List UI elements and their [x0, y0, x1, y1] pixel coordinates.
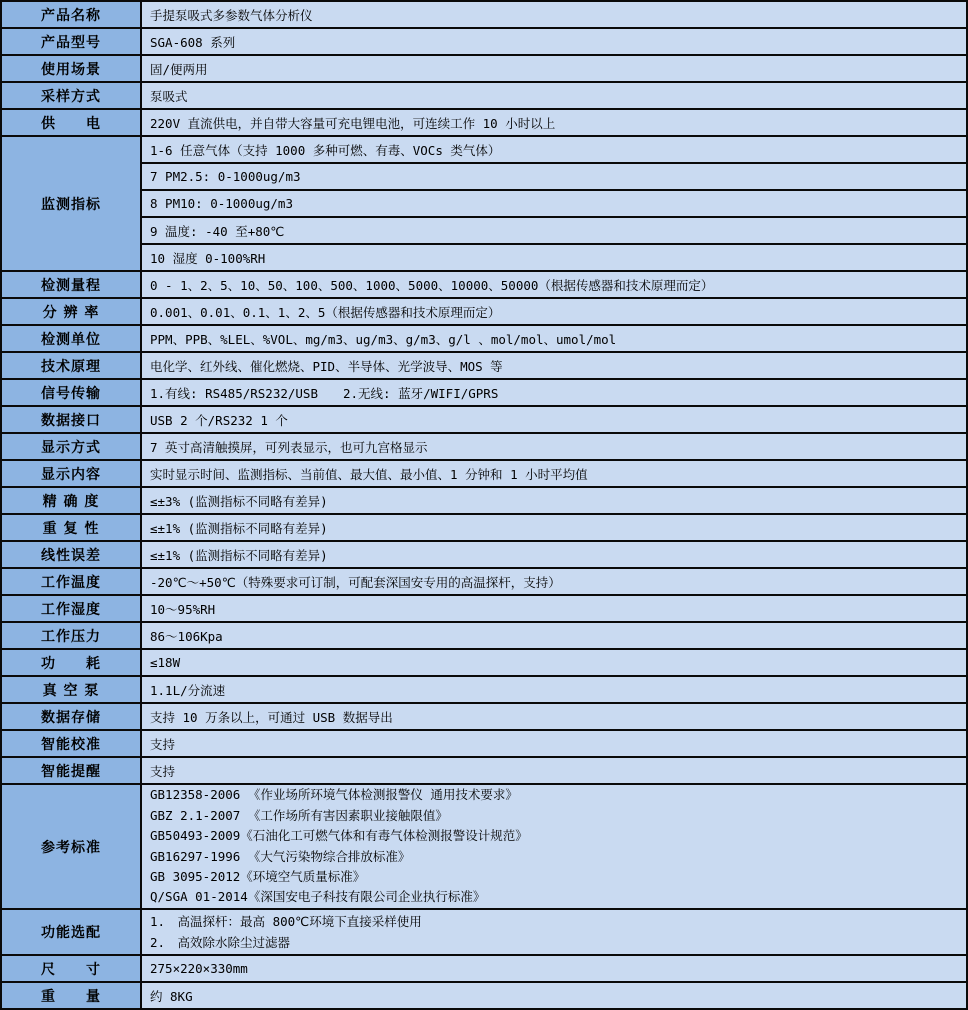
spec-label-power-consumption: 功 耗 — [2, 650, 140, 675]
spec-value-weight: 约 8KG — [142, 983, 966, 1008]
spec-label-dimensions: 尺 寸 — [2, 956, 140, 981]
spec-value-indicator-3: 8 PM10: 0-1000ug/m3 — [142, 191, 966, 216]
spec-label-product-name: 产品名称 — [2, 2, 140, 27]
spec-label-operating-pressure: 工作压力 — [2, 623, 140, 648]
spec-label-monitoring-indicators: 监测指标 — [2, 137, 140, 270]
spec-value-operating-pressure: 86～106Kpa — [142, 623, 966, 648]
standard-line: GB16297-1996 《大气污染物综合排放标准》 — [150, 848, 411, 864]
spec-value-indicator-4: 9 温度: -40 至+80℃ — [142, 218, 966, 243]
spec-value-data-interface: USB 2 个/RS232 1 个 — [142, 407, 966, 432]
standard-line: GB12358-2006 《作业场所环境气体检测报警仪 通用技术要求》 — [150, 787, 518, 803]
spec-value-dimensions: 275×220×330mm — [142, 956, 966, 981]
spec-value-usage-scenario: 固/便两用 — [142, 56, 966, 81]
spec-value-power-consumption: ≤18W — [142, 650, 966, 675]
spec-value-product-name: 手提泵吸式多参数气体分析仪 — [142, 2, 966, 27]
spec-value-display-mode: 7 英寸高清触摸屏，可列表显示，也可九宫格显示 — [142, 434, 966, 459]
spec-value-data-storage: 支持 10 万条以上，可通过 USB 数据导出 — [142, 704, 966, 729]
spec-value-resolution: 0.001、0.01、0.1、1、2、5（根据传感器和技术原理而定） — [142, 299, 966, 324]
spec-label-technical-principle: 技术原理 — [2, 353, 140, 378]
spec-label-linearity-error: 线性误差 — [2, 542, 140, 567]
option-line: 2. 高效除水除尘过滤器 — [150, 935, 291, 950]
spec-value-power-supply: 220V 直流供电，并自带大容量可充电锂电池，可连续工作 10 小时以上 — [142, 110, 966, 135]
spec-label-smart-calibration: 智能校准 — [2, 731, 140, 756]
spec-value-reference-standards — [142, 785, 966, 908]
spec-label-data-interface: 数据接口 — [2, 407, 140, 432]
spec-value-signal-transmission: 1.有线: RS485/RS232/USB 2.无线: 蓝牙/WIFI/GPRS — [142, 380, 966, 405]
spec-value-indicator-1: 1-6 任意气体（支持 1000 多种可燃、有毒、VOCs 类气体） — [142, 137, 966, 162]
standard-line: GB 3095-2012《环境空气质量标准》 — [150, 868, 366, 884]
standard-line: GBZ 2.1-2007 《工作场所有害因素职业接触限值》 — [150, 807, 448, 823]
spec-label-operating-humidity: 工作湿度 — [2, 596, 140, 621]
spec-label-sampling-method: 采样方式 — [2, 83, 140, 108]
standard-line: GB50493-2009《石油化工可燃气体和有毒气体检测报警设计规范》 — [150, 828, 528, 844]
spec-label-reference-standards: 参考标准 — [2, 785, 140, 908]
spec-value-optional-features — [142, 910, 966, 954]
spec-label-vacuum-pump: 真 空 泵 — [2, 677, 140, 702]
spec-label-operating-temperature: 工作温度 — [2, 569, 140, 594]
spec-label-accuracy: 精 确 度 — [2, 488, 140, 513]
spec-value-vacuum-pump: 1.1L/分流速 — [142, 677, 966, 702]
spec-value-indicator-5: 10 湿度 0-100%RH — [142, 245, 966, 270]
spec-label-power-supply: 供 电 — [2, 110, 140, 135]
spec-value-detection-range: 0 - 1、2、5、10、50、100、500、1000、5000、10000、50000（根据传感器和技术原理而定） — [142, 272, 966, 297]
spec-value-smart-reminder: 支持 — [142, 758, 966, 783]
standard-line: Q/SGA 01-2014《深国安电子科技有限公司企业执行标准》 — [150, 889, 486, 905]
spec-label-repeatability: 重 复 性 — [2, 515, 140, 540]
spec-label-model: 产品型号 — [2, 29, 140, 54]
spec-value-operating-humidity: 10～95%RH — [142, 596, 966, 621]
spec-label-weight: 重 量 — [2, 983, 140, 1008]
spec-label-display-content: 显示内容 — [2, 461, 140, 486]
spec-value-detection-units: PPM、PPB、%LEL、%VOL、mg/m3、ug/m3、g/m3、g/l 、mol/mol、umol/mol — [142, 326, 966, 351]
spec-label-detection-range: 检测量程 — [2, 272, 140, 297]
spec-value-operating-temperature: -20℃～+50℃（特殊要求可订制，可配套深国安专用的高温探杆，支持） — [142, 569, 966, 594]
spec-label-detection-units: 检测单位 — [2, 326, 140, 351]
spec-value-model: SGA-608 系列 — [142, 29, 966, 54]
spec-label-signal-transmission: 信号传输 — [2, 380, 140, 405]
spec-value-repeatability: ≤±1% (监测指标不同略有差异) — [142, 515, 966, 540]
spec-value-indicator-2: 7 PM2.5: 0-1000ug/m3 — [142, 164, 966, 189]
spec-label-resolution: 分 辨 率 — [2, 299, 140, 324]
spec-label-data-storage: 数据存储 — [2, 704, 140, 729]
option-line: 1. 高温探杆：最高 800℃环境下直接采样使用 — [150, 914, 422, 929]
spec-value-display-content: 实时显示时间、监测指标、当前值、最大值、最小值、1 分钟和 1 小时平均值 — [142, 461, 966, 486]
spec-value-sampling-method: 泵吸式 — [142, 83, 966, 108]
spec-label-display-mode: 显示方式 — [2, 434, 140, 459]
spec-value-smart-calibration: 支持 — [142, 731, 966, 756]
spec-value-accuracy: ≤±3% (监测指标不同略有差异) — [142, 488, 966, 513]
spec-label-optional-features: 功能选配 — [2, 910, 140, 954]
spec-value-technical-principle: 电化学、红外线、催化燃烧、PID、半导体、光学波导、MOS 等 — [142, 353, 966, 378]
spec-label-smart-reminder: 智能提醒 — [2, 758, 140, 783]
spec-value-linearity-error: ≤±1% (监测指标不同略有差异) — [142, 542, 966, 567]
spec-label-usage-scenario: 使用场景 — [2, 56, 140, 81]
